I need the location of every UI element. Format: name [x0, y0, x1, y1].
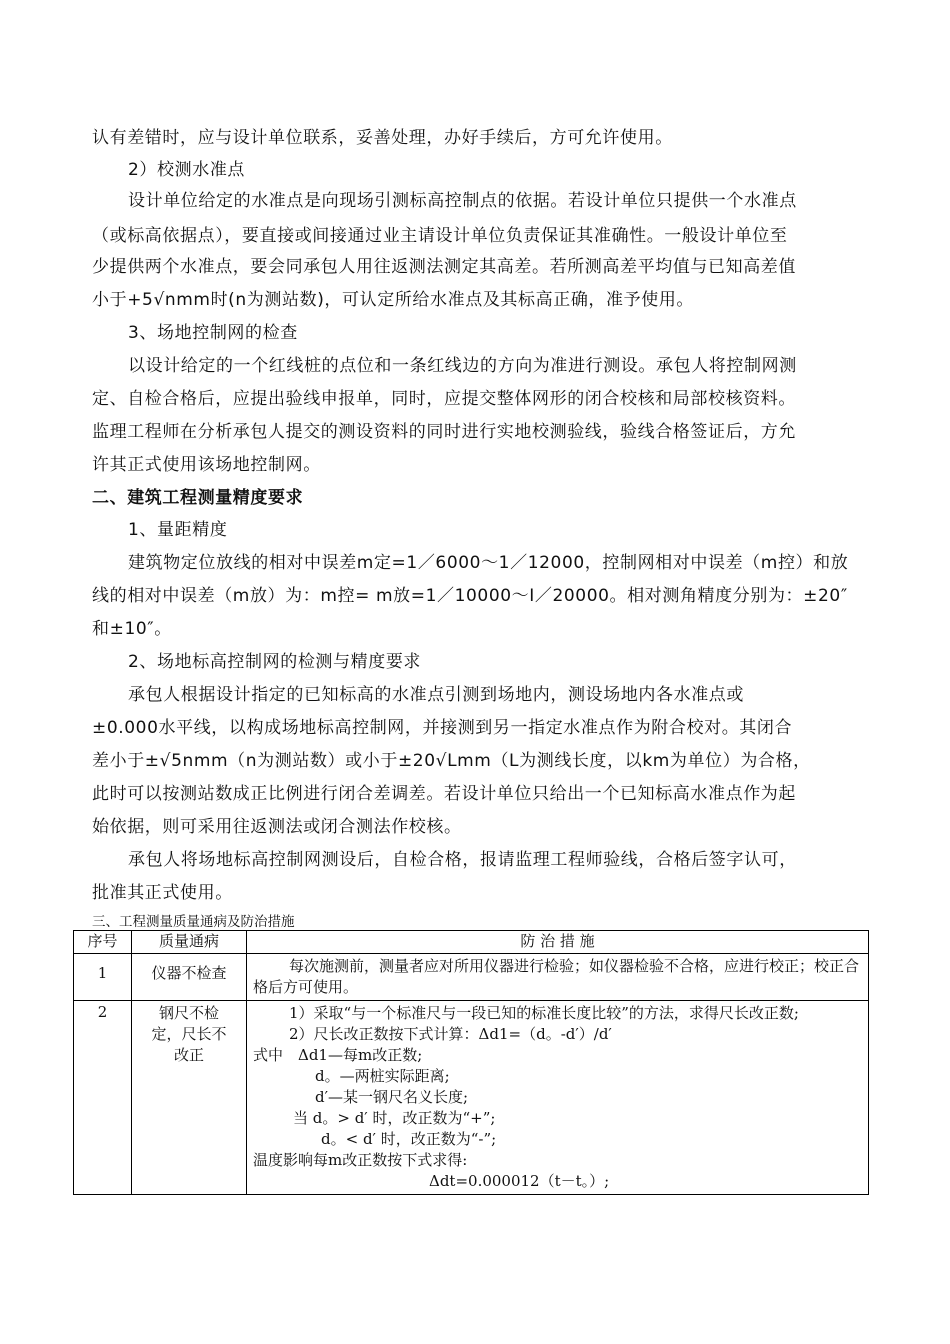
measure-line: d′—某一钢尺名义长度;	[315, 1088, 469, 1106]
measure-text: 每次施测前，测量者应对所用仪器进行检验；如仪器检验不合格，应进行校正；校正合格后方可使用。	[253, 957, 860, 996]
defect-line: 定，尺长不	[151, 1025, 227, 1043]
header-defect: 质量通病	[132, 931, 247, 954]
paragraph-line: 设计单位给定的水准点是向现场引测标高控制点的依据。若设计单位只提供一个水准点	[128, 191, 797, 211]
measure-line: 温度影响每m改正数按下式求得:	[253, 1151, 468, 1169]
paragraph-line: 定、自检合格后，应提出验线申报单，同时，应提交整体网形的闭合校核和局部校核资料。	[92, 389, 796, 409]
defect-line: 改正	[173, 1046, 204, 1064]
paragraph-line: 少提供两个水准点，要会同承包人用往返测法测定其高差。若所测高差平均值与已知高差值	[92, 257, 796, 277]
paragraph-line: 以设计给定的一个红线桩的点位和一条红线边的方向为准进行测设。承包人将控制网测	[128, 356, 797, 376]
paragraph-line: 小于+5√nmm时(n为测站数)，可认定所给水准点及其标高正确，准予使用。	[92, 290, 695, 310]
defect-line: 钢尺不检	[158, 1004, 219, 1022]
subheading-benchmark-check: 2）校测水准点	[128, 160, 246, 180]
measure-line: 2）尺长改正数按下式计算：Δd1=（d。-d′）/d′	[289, 1025, 612, 1043]
measure-line: 当 d。> d′ 时，改正数为“+”;	[293, 1109, 496, 1127]
paragraph-line: ±0.000水平线，以构成场地标高控制网，并接测到另一指定水准点作为附合校对。其闭合	[92, 718, 793, 738]
paragraph-line: 批准其正式使用。	[92, 883, 233, 903]
row-number: 1	[74, 954, 132, 1001]
paragraph-line: （或标高依据点），要直接或间接通过业主请设计单位负责保证其准确性。一般设计单位至	[92, 226, 788, 246]
row-defect	[132, 1001, 247, 1195]
header-measures: 防 治 措 施	[247, 931, 869, 954]
row-measures	[247, 954, 869, 1001]
paragraph-line: 许其正式使用该场地控制网。	[92, 455, 321, 475]
paragraph-line: 建筑物定位放线的相对中误差m定=1／6000～1／12000，控制网相对中误差（m控）和放	[128, 553, 849, 573]
paragraph-line: 此时可以按测站数成正比例进行闭合差调差。若设计单位只给出一个已知标高水准点作为起	[92, 784, 796, 804]
row-measures	[247, 1001, 869, 1195]
paragraph-line: 始依据，则可采用往返测法或闭合测法作校核。	[92, 817, 462, 837]
paragraph-line: 差小于±√5nmm（n为测站数）或小于±20√Lmm（L为测线长度，以km为单位）为合格，	[92, 751, 811, 771]
table-header-row	[74, 931, 869, 954]
measure-line: d。—两桩实际距离;	[315, 1067, 450, 1085]
subheading-control-network-check: 3、场地控制网的检查	[128, 323, 298, 343]
subheading-elevation-network: 2、场地标高控制网的检测与精度要求	[128, 652, 422, 672]
paragraph-line: 承包人根据设计指定的已知标高的水准点引测到场地内，测设场地内各水准点或	[128, 685, 744, 705]
measure-line: d。< d′ 时，改正数为“-”;	[321, 1130, 497, 1148]
measure-line: 1）采取“与一个标准尺与一段已知的标准长度比较”的方法，求得尺长改正数;	[289, 1004, 799, 1022]
table-caption: 三、工程测量质量通病及防治措施	[92, 914, 295, 930]
table-row	[74, 954, 869, 1001]
measure-line: Δdt=0.000012（t－t。）;	[429, 1172, 610, 1190]
subheading-distance-precision: 1、量距精度	[128, 520, 228, 540]
paragraph-line: 和±10″。	[92, 619, 172, 639]
row-defect: 仪器不检查	[132, 954, 247, 1001]
paragraph-line: 线的相对中误差（m放）为：m控= m放=1／10000～I／20000。相对测角精度分别为：±20″	[92, 586, 848, 606]
quality-defects-table	[73, 930, 869, 1195]
header-number: 序号	[74, 931, 132, 954]
table-row	[74, 1001, 869, 1195]
measure-line: 式中 Δd1—每m改正数;	[253, 1046, 423, 1064]
section-heading-precision: 二、建筑工程测量精度要求	[92, 488, 304, 508]
paragraph-line: 认有差错时，应与设计单位联系，妥善处理，办好手续后，方可允许使用。	[92, 128, 673, 148]
paragraph-line: 监理工程师在分析承包人提交的测设资料的同时进行实地校测验线，验线合格签证后，方允	[92, 422, 796, 442]
row-number: 2	[74, 1001, 132, 1195]
paragraph-line: 承包人将场地标高控制网测设后，自检合格，报请监理工程师验线，合格后签字认可，	[128, 850, 797, 870]
